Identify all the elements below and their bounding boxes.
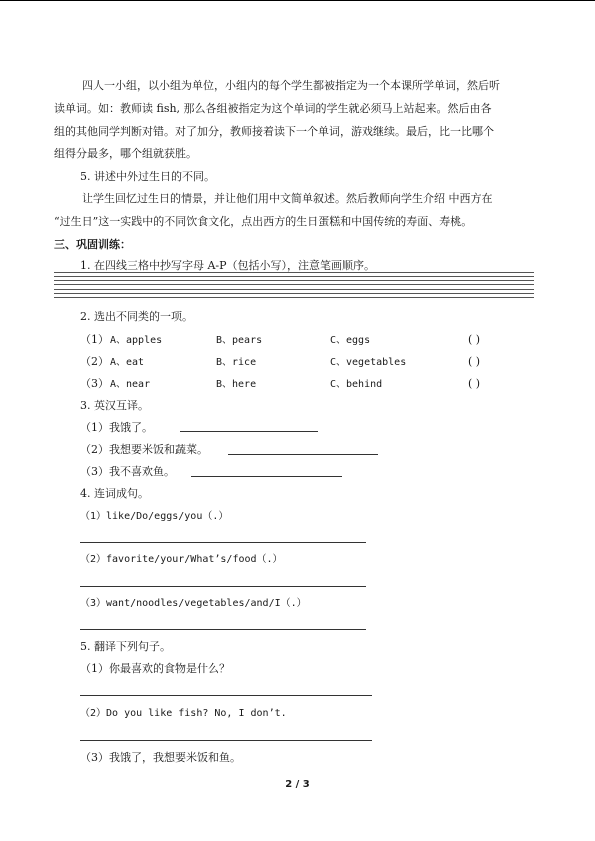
intro-item-5: 5. 讲述中外过生日的不同。 xyxy=(80,170,215,183)
q2-row-number: （3） xyxy=(80,377,109,390)
q2-option-a: A、eat xyxy=(110,357,145,368)
q5-item: （3）我饿了，我想要米饭和鱼。 xyxy=(80,751,241,764)
four-line-grid-line xyxy=(54,293,534,294)
answer-line[interactable] xyxy=(228,454,378,455)
page-top-border xyxy=(0,0,595,1)
q3-item: （2）我想要米饭和蔬菜。 xyxy=(80,443,208,456)
four-line-grid-line xyxy=(54,297,534,298)
section-title: 三、巩固训练： xyxy=(54,238,131,251)
q2-option-b: B、here xyxy=(216,379,257,390)
intro-paragraph-1-line-1: 四人一小组，以小组为单位，小组内的每个学生都被指定为一个本课所学单词，然后听 xyxy=(82,79,500,92)
q2-option-c: C、behind xyxy=(330,379,383,390)
question-4-title: 4. 连词成句。 xyxy=(80,487,149,500)
q3-item: （3）我不喜欢鱼。 xyxy=(80,465,175,478)
answer-line[interactable] xyxy=(80,586,366,587)
question-2-title: 2. 选出不同类的一项。 xyxy=(80,310,193,323)
question-1: 1. 在四线三格中抄写字母 A-P（包括小写），注意笔画顺序。 xyxy=(80,259,376,272)
q2-option-b: B、pears xyxy=(216,335,263,346)
four-line-grid-line xyxy=(54,276,534,277)
question-5-title: 5. 翻译下列句子。 xyxy=(80,640,171,653)
q2-row-number: （2） xyxy=(80,355,109,368)
q4-item: （3）want/noodles/vegetables/and/I（.） xyxy=(80,598,307,609)
answer-line[interactable] xyxy=(80,542,366,543)
intro-paragraph-1-line-4: 组得分最多，哪个组就获胜。 xyxy=(54,147,197,160)
page-number: 2 / 3 xyxy=(285,779,310,790)
answer-line[interactable] xyxy=(80,629,366,630)
q5-item: （1）你最喜欢的食物是什么？ xyxy=(80,662,230,675)
q3-item: （1）我饿了。 xyxy=(80,421,153,434)
q2-option-a: A、apples xyxy=(110,335,163,346)
q2-option-c: C、eggs xyxy=(330,335,371,346)
intro-paragraph-1-line-3: 组的其他同学判断对错。对了加分，教师接着读下一个单词，游戏继续。最后，比一比哪个 xyxy=(54,125,494,138)
intro-paragraph-1-line-2: 读单词。如：教师读 fish, 那么各组被指定为这个单词的学生就必须马上站起来。然后由各 xyxy=(54,102,492,115)
q4-item: （1）like/Do/eggs/you（.） xyxy=(80,511,229,522)
q4-item: （2）favorite/your/What’s/food（.） xyxy=(80,554,283,565)
answer-line[interactable] xyxy=(180,431,318,432)
q2-option-b: B、rice xyxy=(216,357,257,368)
q2-option-c: C、vegetables xyxy=(330,357,407,368)
q2-option-a: A、near xyxy=(110,379,151,390)
four-line-grid-line xyxy=(54,289,534,290)
q2-answer-blank[interactable]: ( ) xyxy=(468,377,481,390)
q2-answer-blank[interactable]: ( ) xyxy=(468,333,481,346)
answer-line[interactable] xyxy=(191,476,342,477)
q5-item: （2）Do you like fish? No, I don’t. xyxy=(80,708,287,719)
four-line-grid-line xyxy=(54,284,534,285)
intro-paragraph-2-line-1: 让学生回忆过生日的情景，并让他们用中文简单叙述。然后教师向学生介绍 中西方在 xyxy=(82,192,493,205)
q2-row-number: （1） xyxy=(80,333,109,346)
question-3-title: 3. 英汉互译。 xyxy=(80,399,149,412)
q2-answer-blank[interactable]: ( ) xyxy=(468,355,481,368)
four-line-grid-line xyxy=(54,272,534,273)
answer-line[interactable] xyxy=(80,740,372,741)
intro-paragraph-2-line-2: “过生日”这一实践中的不同饮食文化，点出西方的生日蛋糕和中国传统的寿面、寿桃。 xyxy=(54,215,473,228)
four-line-grid-line xyxy=(54,280,534,281)
answer-line[interactable] xyxy=(80,695,372,696)
